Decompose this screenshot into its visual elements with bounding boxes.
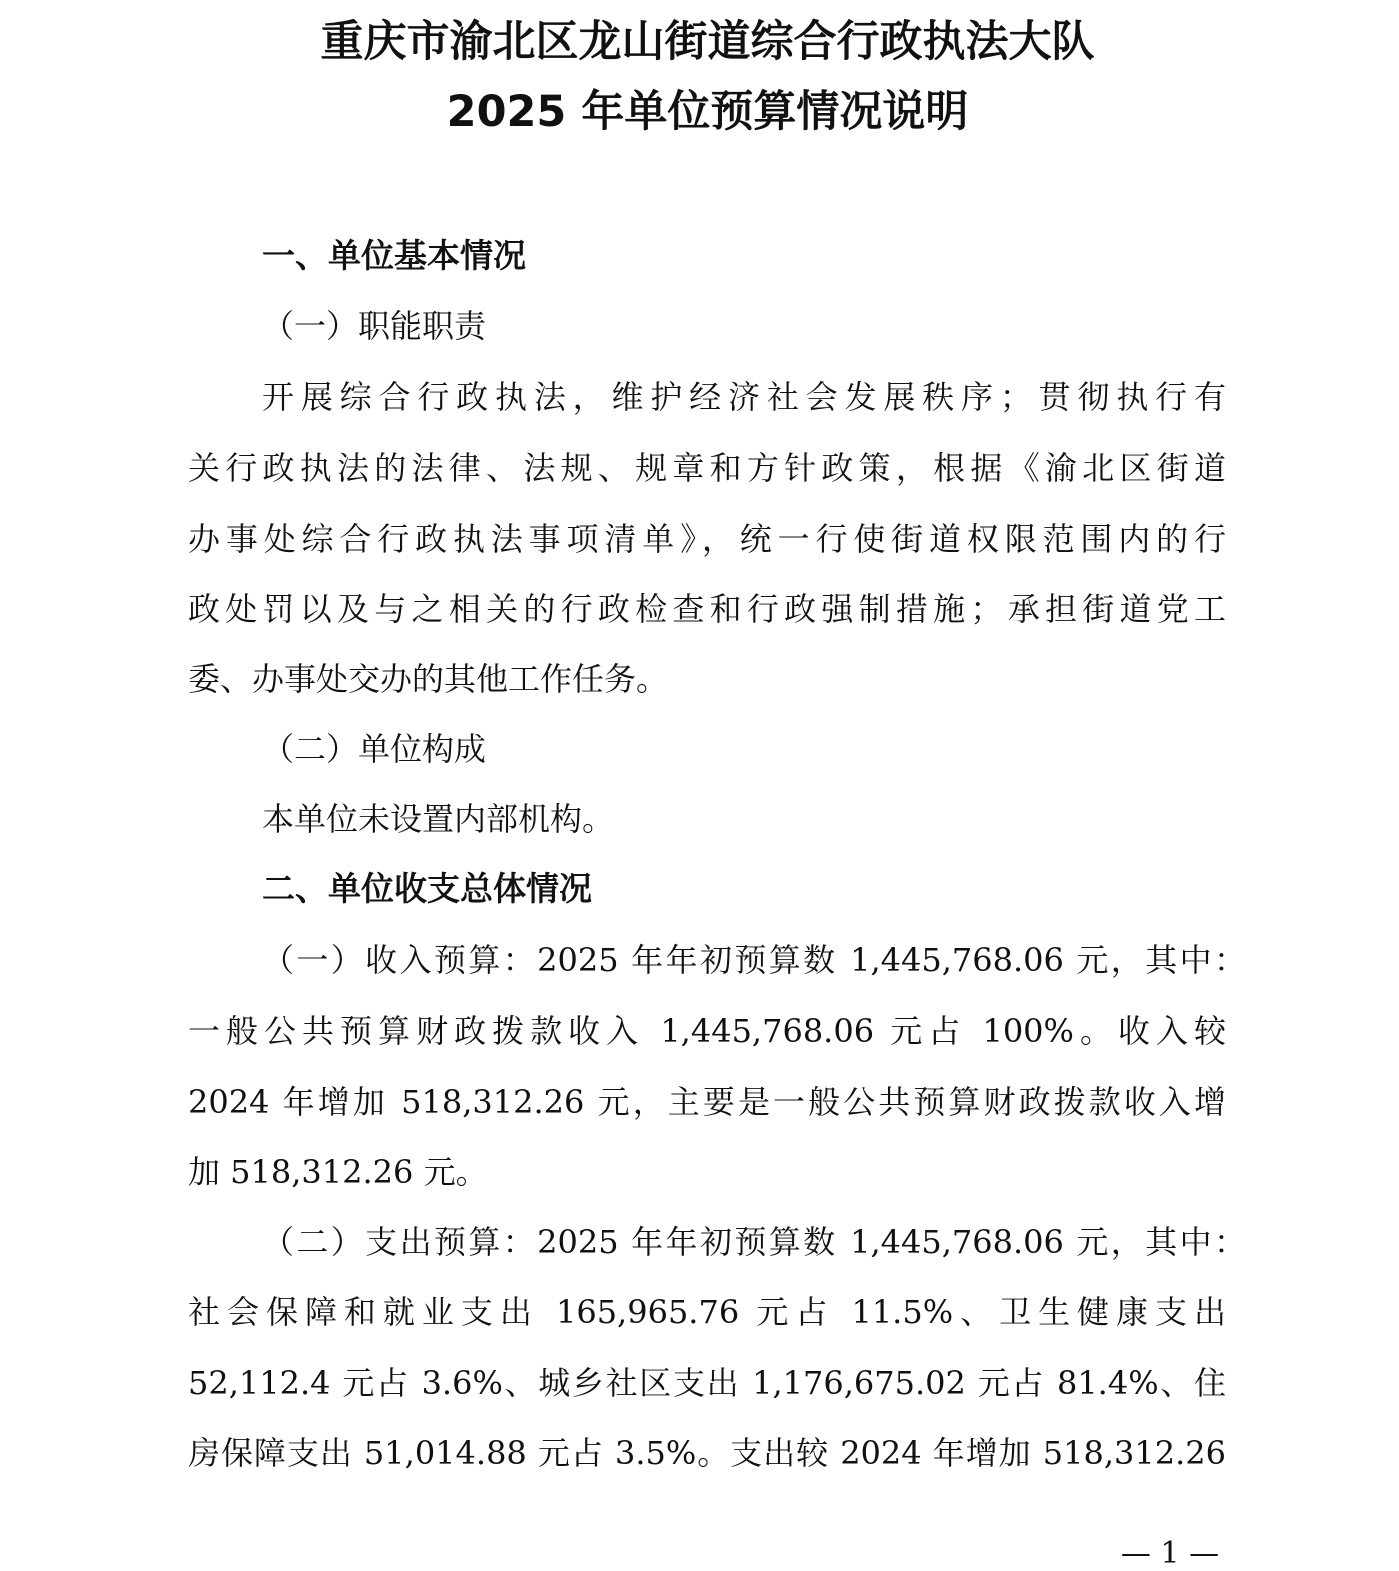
section-heading-income-expense: 二、单位收支总体情况 — [262, 869, 592, 908]
paragraph-line: 52,112.4 元占 3.6%、城乡社区支出 1,176,675.02 元占 81.4%、住 — [188, 1364, 1226, 1402]
paragraph-line: 本单位未设置内部机构。 — [262, 800, 615, 838]
paragraph-line: 开展综合行政执法，维护经济社会发展秩序；贯彻执行有 — [262, 378, 1226, 416]
paragraph-line: 社会保障和就业支出 165,965.76 元占 11.5%、卫生健康支出 — [188, 1293, 1226, 1331]
paragraph-line: 办事处综合行政执法事项清单》，统一行使街道权限范围内的行 — [188, 520, 1226, 558]
paragraph-line: （一）收入预算：2025 年年初预算数 1,445,768.06 元，其中： — [262, 941, 1246, 979]
page-number: — 1 — — [1120, 1536, 1220, 1571]
paragraph-line: 委、办事处交办的其他工作任务。 — [188, 660, 669, 698]
subsection-heading-duties: （一）职能职责 — [262, 307, 487, 345]
paragraph-line: 房保障支出 51,014.88 元占 3.5%。支出较 2024 年增加 518,312.26 — [188, 1434, 1226, 1472]
paragraph-line: （二）支出预算：2025 年年初预算数 1,445,768.06 元，其中： — [262, 1223, 1246, 1261]
document-title-line-2: 2025 年单位预算情况说明 — [446, 87, 969, 137]
paragraph-line: 政处罚以及与之相关的行政检查和行政强制措施；承担街道党工 — [188, 590, 1226, 628]
paragraph-line: 加 518,312.26 元。 — [188, 1153, 488, 1191]
section-heading-basic-info: 一、单位基本情况 — [262, 236, 526, 275]
paragraph-line: 2024 年增加 518,312.26 元，主要是一般公共预算财政拨款收入增 — [188, 1083, 1226, 1121]
paragraph-line: 关行政执法的法律、法规、规章和方针政策，根据《渝北区街道 — [188, 449, 1226, 487]
paragraph-line: 一般公共预算财政拨款收入 1,445,768.06 元占 100%。收入较 — [188, 1012, 1226, 1050]
subsection-heading-structure: （二）单位构成 — [262, 730, 487, 768]
document-title-line-1: 重庆市渝北区龙山街道综合行政执法大队 — [320, 17, 1095, 67]
